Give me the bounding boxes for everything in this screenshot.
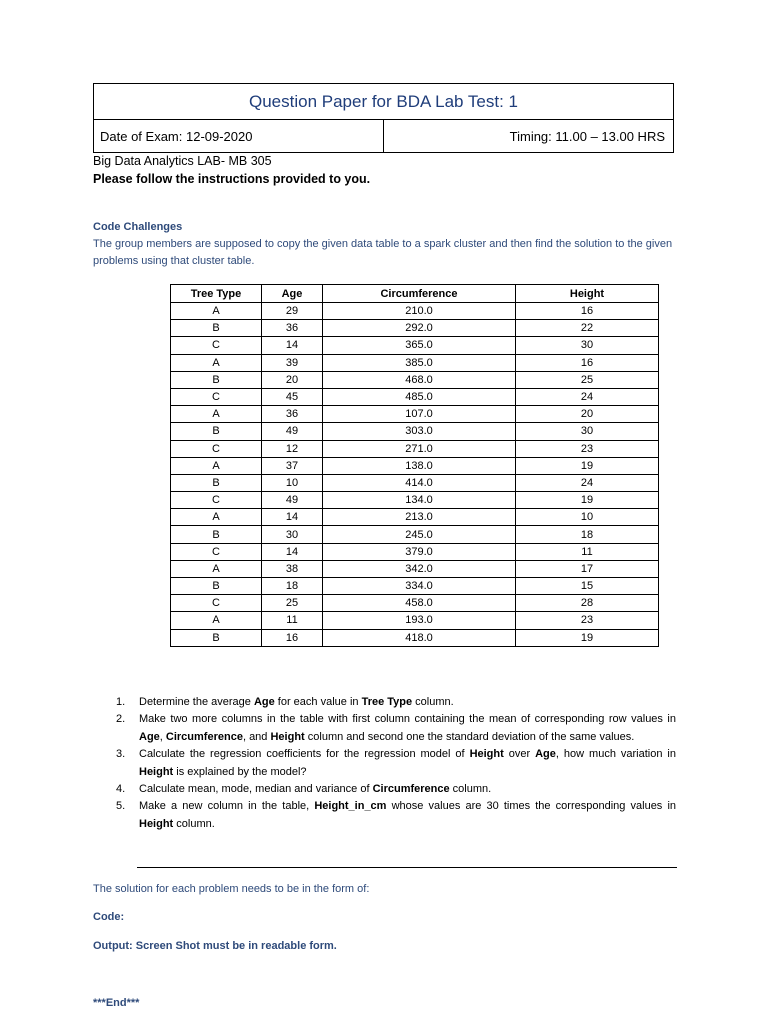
table-row (171, 371, 659, 388)
cell-height: 23 (516, 612, 659, 629)
cell-circumference: 138.0 (323, 457, 516, 474)
cell-age: 36 (262, 320, 323, 337)
cell-height: 24 (516, 388, 659, 405)
data-table (170, 284, 659, 647)
cell-tree-type: C (171, 595, 262, 612)
question-text: column. (412, 696, 454, 708)
question-text: for each value in (274, 696, 362, 708)
question-keyword: Age (253, 696, 275, 708)
question-text: Calculate mean, mode, median and variance of (139, 783, 373, 796)
cell-tree-type: B (171, 578, 262, 595)
cell-height: 25 (516, 371, 659, 388)
question-text: Make two more columns in the table with first column containing the mean of corresponding row values in (139, 713, 676, 726)
divider-line (137, 867, 677, 868)
cell-tree-type: A (171, 457, 262, 474)
cell-age: 11 (262, 612, 323, 629)
cell-tree-type: C (171, 492, 262, 509)
cell-age: 25 (262, 595, 323, 612)
cell-height: 16 (516, 303, 659, 320)
cell-age: 14 (262, 337, 323, 354)
cell-circumference: 107.0 (323, 406, 516, 423)
cell-tree-type: B (171, 474, 262, 491)
table-row (171, 457, 659, 474)
cell-age: 37 (262, 457, 323, 474)
cell-circumference: 385.0 (323, 354, 516, 371)
cell-height: 20 (516, 406, 659, 423)
table-row (171, 560, 659, 577)
cell-age: 16 (262, 629, 323, 646)
table-row (171, 629, 659, 646)
table-row (171, 526, 659, 543)
end-mark: ***End*** (93, 997, 140, 1009)
question-item (116, 711, 676, 746)
question-text: , (159, 730, 166, 743)
table-row (171, 509, 659, 526)
question-keyword: Height (139, 817, 174, 830)
table-row (171, 423, 659, 440)
cell-height: 19 (516, 492, 659, 509)
cell-height: 10 (516, 509, 659, 526)
cell-circumference: 193.0 (323, 612, 516, 629)
cell-height: 22 (516, 320, 659, 337)
cell-circumference: 342.0 (323, 560, 516, 577)
cell-circumference: 134.0 (323, 492, 516, 509)
cell-tree-type: B (171, 526, 262, 543)
header-circumference: Circumference (323, 285, 516, 303)
cell-tree-type: C (171, 388, 262, 405)
question-number: 4. (116, 783, 126, 796)
question-text: Determine the average (139, 696, 254, 708)
table-row (171, 440, 659, 457)
questions-list (116, 694, 676, 833)
table-row (171, 612, 659, 629)
cell-age: 14 (262, 543, 323, 560)
cell-tree-type: B (171, 423, 262, 440)
cell-circumference: 458.0 (323, 595, 516, 612)
table-row (171, 320, 659, 337)
table-row (171, 492, 659, 509)
question-keyword: Height (139, 765, 174, 778)
cell-circumference: 303.0 (323, 423, 516, 440)
table-row (171, 543, 659, 560)
question-keyword: Tree Type (361, 696, 413, 708)
exam-timing: Timing: 11.00 – 13.00 HRS (509, 128, 665, 144)
output-label: Output: Screen Shot must be in readable form. (93, 940, 337, 952)
question-number: 5. (116, 800, 126, 813)
cell-height: 19 (516, 629, 659, 646)
question-text: column. (449, 783, 492, 796)
cell-tree-type: C (171, 440, 262, 457)
question-keyword: Height_in_cm (314, 800, 387, 813)
table-row (171, 474, 659, 491)
question-keyword: Height (270, 730, 305, 743)
question-text: , how much variation in (555, 748, 676, 761)
question-text: Make a new column in the table, (139, 800, 315, 813)
cell-height: 16 (516, 354, 659, 371)
cell-height: 19 (516, 457, 659, 474)
cell-age: 45 (262, 388, 323, 405)
question-item (116, 694, 676, 711)
course-name: Big Data Analytics LAB- MB 305 (93, 154, 272, 168)
question-text: over (503, 748, 536, 761)
table-row (171, 354, 659, 371)
question-number: 3. (116, 748, 126, 761)
cell-tree-type: C (171, 543, 262, 560)
cell-circumference: 485.0 (323, 388, 516, 405)
question-text: column. (173, 817, 215, 830)
cell-tree-type: B (171, 320, 262, 337)
cell-age: 49 (262, 492, 323, 509)
cell-age: 29 (262, 303, 323, 320)
cell-circumference: 213.0 (323, 509, 516, 526)
question-text: column and second one the standard deviation of the same values. (304, 730, 635, 743)
challenges-description: The group members are supposed to copy the given data table to a spark cluster and then find the solution to the given problems using that cluster table. (93, 238, 673, 267)
table-body (171, 303, 659, 647)
question-item (116, 798, 676, 833)
cell-circumference: 414.0 (323, 474, 516, 491)
cell-height: 24 (516, 474, 659, 491)
cell-age: 49 (262, 423, 323, 440)
cell-circumference: 210.0 (323, 303, 516, 320)
cell-height: 15 (516, 578, 659, 595)
cell-age: 30 (262, 526, 323, 543)
question-keyword: Circumference (372, 783, 450, 796)
cell-circumference: 418.0 (323, 629, 516, 646)
question-number: 1. (116, 696, 126, 708)
cell-tree-type: A (171, 560, 262, 577)
cell-age: 36 (262, 406, 323, 423)
cell-tree-type: B (171, 629, 262, 646)
cell-circumference: 379.0 (323, 543, 516, 560)
cell-circumference: 365.0 (323, 337, 516, 354)
cell-height: 17 (516, 560, 659, 577)
header-table (93, 83, 674, 153)
question-text: whose values are 30 times the corresponding values in (386, 800, 677, 813)
question-keyword: Circumference (165, 730, 243, 743)
question-keyword: Age (535, 748, 556, 761)
question-keyword: Height (469, 748, 504, 761)
header-age: Age (262, 285, 323, 303)
cell-tree-type: C (171, 337, 262, 354)
code-challenges-heading: Code Challenges (93, 221, 183, 233)
cell-age: 12 (262, 440, 323, 457)
table-row (171, 595, 659, 612)
cell-height: 28 (516, 595, 659, 612)
cell-tree-type: A (171, 406, 262, 423)
cell-circumference: 271.0 (323, 440, 516, 457)
cell-tree-type: B (171, 371, 262, 388)
cell-age: 20 (262, 371, 323, 388)
header-tree-type: Tree Type (171, 285, 262, 303)
cell-age: 14 (262, 509, 323, 526)
cell-age: 10 (262, 474, 323, 491)
header-height: Height (516, 285, 659, 303)
cell-tree-type: A (171, 509, 262, 526)
paper-title: Question Paper for BDA Lab Test: 1 (94, 84, 673, 120)
cell-circumference: 245.0 (323, 526, 516, 543)
cell-circumference: 292.0 (323, 320, 516, 337)
question-text: is explained by the model? (173, 765, 307, 778)
cell-height: 18 (516, 526, 659, 543)
cell-tree-type: A (171, 303, 262, 320)
cell-tree-type: A (171, 612, 262, 629)
instruction-text: Please follow the instructions provided to you. (93, 172, 371, 186)
question-text: , and (242, 730, 271, 743)
cell-circumference: 468.0 (323, 371, 516, 388)
table-row (171, 578, 659, 595)
table-row (171, 388, 659, 405)
code-label: Code: (93, 911, 125, 923)
solution-form-text: The solution for each problem needs to be in the form of: (93, 883, 370, 895)
cell-height: 23 (516, 440, 659, 457)
question-item (116, 781, 676, 798)
cell-height: 11 (516, 543, 659, 560)
cell-age: 18 (262, 578, 323, 595)
exam-date: Date of Exam: 12-09-2020 (94, 119, 384, 153)
cell-circumference: 334.0 (323, 578, 516, 595)
question-number: 2. (116, 713, 126, 726)
cell-height: 30 (516, 423, 659, 440)
cell-age: 38 (262, 560, 323, 577)
table-row (171, 303, 659, 320)
question-keyword: Age (139, 730, 160, 743)
table-header-row (171, 285, 659, 303)
cell-age: 39 (262, 354, 323, 371)
table-row (171, 337, 659, 354)
table-row (171, 406, 659, 423)
cell-height: 30 (516, 337, 659, 354)
question-item (116, 746, 676, 781)
cell-tree-type: A (171, 354, 262, 371)
question-text: Calculate the regression coefficients for the regression model of (139, 748, 470, 761)
